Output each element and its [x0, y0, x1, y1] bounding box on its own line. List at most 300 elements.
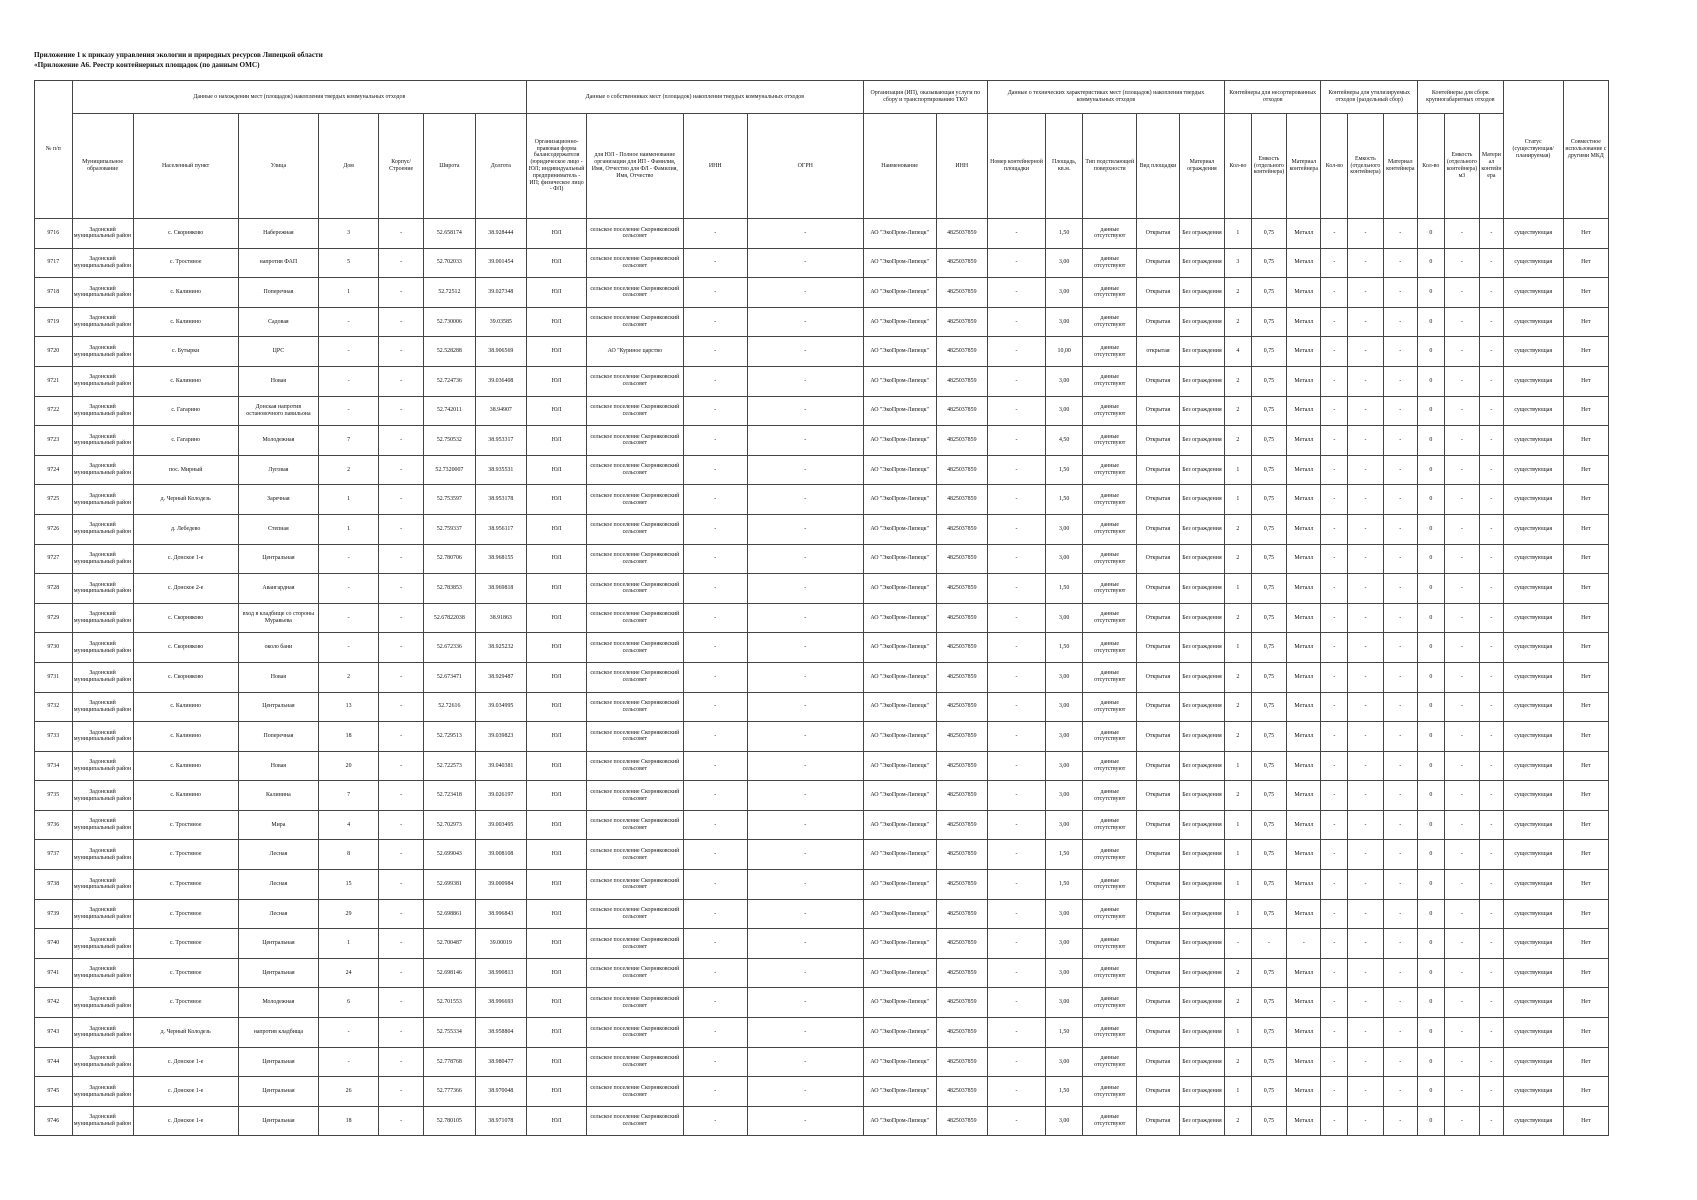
cell-org-inn: 4825037859: [936, 751, 987, 781]
cell-korpus: -: [379, 692, 424, 722]
cell-c1m: Металл: [1287, 840, 1321, 870]
cell-ogrn: -: [747, 544, 863, 574]
header-fence: Материал ограждения: [1179, 114, 1224, 219]
cell-lat: 52.780706: [424, 544, 475, 574]
cell-lat: 52.528288: [424, 337, 475, 367]
cell-surface: данные отсутствуют: [1083, 366, 1137, 396]
cell-c2m: -: [1383, 366, 1417, 396]
cell-house: -: [319, 307, 379, 337]
table-row: [35, 899, 1609, 929]
cell-fence: Без ограждения: [1179, 1018, 1224, 1048]
cell-n: 9731: [35, 662, 73, 692]
cell-shared: Нет: [1563, 485, 1608, 515]
cell-c3c: -: [1444, 337, 1479, 367]
cell-shared: Нет: [1563, 870, 1608, 900]
cell-org: АО "ЭкоПром-Липецк": [863, 1077, 936, 1107]
cell-shared: Нет: [1563, 722, 1608, 752]
cell-n: 9736: [35, 810, 73, 840]
cell-c3c: -: [1444, 396, 1479, 426]
cell-mo: Задонский муниципальный район: [72, 366, 133, 396]
cell-org-inn: 4825037859: [936, 574, 987, 604]
cell-pad: -: [988, 396, 1046, 426]
cell-n: 9721: [35, 366, 73, 396]
cell-c3m: -: [1480, 988, 1504, 1018]
cell-mo: Задонский муниципальный район: [72, 603, 133, 633]
cell-c2c: -: [1348, 396, 1383, 426]
cell-form: ЮЛ: [527, 544, 587, 574]
cell-ptype: Открытая: [1137, 455, 1180, 485]
cell-c3n: 0: [1417, 307, 1444, 337]
cell-c2m: -: [1383, 1077, 1417, 1107]
cell-surface: данные отсутствуют: [1083, 455, 1137, 485]
cell-c2m: -: [1383, 810, 1417, 840]
cell-org-inn: 4825037859: [936, 781, 987, 811]
cell-c1m: Металл: [1287, 307, 1321, 337]
cell-surface: данные отсутствуют: [1083, 574, 1137, 604]
cell-c1c: 0,75: [1251, 307, 1286, 337]
header-c1-cap: Емкость (отдельного контейнера): [1251, 114, 1286, 219]
cell-c1m: Металл: [1287, 1106, 1321, 1136]
cell-area: 3,00: [1045, 396, 1083, 426]
cell-inn: -: [683, 1106, 747, 1136]
cell-c3m: -: [1480, 278, 1504, 308]
cell-korpus: -: [379, 1047, 424, 1077]
cell-street: Центральная: [238, 1077, 318, 1107]
cell-fence: Без ограждения: [1179, 662, 1224, 692]
cell-c2n: -: [1321, 455, 1348, 485]
cell-c3c: -: [1444, 366, 1479, 396]
cell-street: Центральная: [238, 929, 318, 959]
cell-np: с. Калинино: [133, 278, 238, 308]
cell-lat: 52.723418: [424, 781, 475, 811]
cell-c1m: Металл: [1287, 988, 1321, 1018]
cell-pad: -: [988, 810, 1046, 840]
cell-house: 1: [319, 929, 379, 959]
cell-org: АО "ЭкоПром-Липецк": [863, 366, 936, 396]
cell-form: ЮЛ: [527, 307, 587, 337]
cell-owner: сельское поселение Скорняковский сельсовет: [587, 988, 683, 1018]
cell-shared: Нет: [1563, 988, 1608, 1018]
cell-owner: сельское поселение Скорняковский сельсовет: [587, 366, 683, 396]
cell-lat: 52.753597: [424, 485, 475, 515]
cell-status: существующая: [1503, 485, 1563, 515]
cell-n: 9740: [35, 929, 73, 959]
table-row: [35, 337, 1609, 367]
table-row: [35, 1106, 1609, 1136]
cell-c2c: -: [1348, 662, 1383, 692]
cell-ogrn: -: [747, 455, 863, 485]
cell-c3c: -: [1444, 455, 1479, 485]
cell-house: 8: [319, 840, 379, 870]
cell-surface: данные отсутствуют: [1083, 810, 1137, 840]
cell-c2c: -: [1348, 307, 1383, 337]
cell-form: ЮЛ: [527, 1047, 587, 1077]
cell-c1n: 1: [1224, 870, 1251, 900]
cell-pad: -: [988, 633, 1046, 663]
cell-area: 1,50: [1045, 485, 1083, 515]
cell-c2c: -: [1348, 988, 1383, 1018]
cell-c2c: -: [1348, 958, 1383, 988]
header-owner-name: для ЮЛ - Полное наименование организации для ИП - Фамилия, Имя, Отчество для ФЛ - Фамилия, Имя, Отчество: [587, 114, 683, 219]
cell-c2c: -: [1348, 899, 1383, 929]
cell-lon: 38.953317: [475, 426, 526, 456]
cell-inn: -: [683, 544, 747, 574]
cell-c3c: -: [1444, 810, 1479, 840]
cell-lon: 38.969818: [475, 574, 526, 604]
cell-mo: Задонский муниципальный район: [72, 219, 133, 249]
cell-org: АО "ЭкоПром-Липецк": [863, 337, 936, 367]
cell-c2n: -: [1321, 988, 1348, 1018]
cell-org: АО "ЭкоПром-Липецк": [863, 603, 936, 633]
cell-street: Центральная: [238, 692, 318, 722]
cell-c3c: -: [1444, 603, 1479, 633]
cell-c1n: 2: [1224, 692, 1251, 722]
cell-lat: 52.759337: [424, 514, 475, 544]
cell-form: ЮЛ: [527, 929, 587, 959]
cell-mo: Задонский муниципальный район: [72, 1047, 133, 1077]
cell-surface: данные отсутствуют: [1083, 1018, 1137, 1048]
cell-lon: 39.040381: [475, 751, 526, 781]
cell-c3m: -: [1480, 1018, 1504, 1048]
cell-pad: -: [988, 840, 1046, 870]
cell-c1n: 1: [1224, 751, 1251, 781]
cell-c2c: -: [1348, 751, 1383, 781]
cell-owner: сельское поселение Скорняковский сельсовет: [587, 633, 683, 663]
cell-c1m: Металл: [1287, 692, 1321, 722]
cell-surface: данные отсутствуют: [1083, 248, 1137, 278]
cell-org: АО "ЭкоПром-Липецк": [863, 988, 936, 1018]
cell-status: существующая: [1503, 307, 1563, 337]
cell-org-inn: 4825037859: [936, 662, 987, 692]
cell-c1c: 0,75: [1251, 840, 1286, 870]
cell-street: Заречная: [238, 485, 318, 515]
cell-c1n: 1: [1224, 899, 1251, 929]
cell-mo: Задонский муниципальный район: [72, 810, 133, 840]
cell-surface: данные отсутствуют: [1083, 722, 1137, 752]
cell-shared: Нет: [1563, 840, 1608, 870]
cell-ogrn: -: [747, 899, 863, 929]
cell-n: 9738: [35, 870, 73, 900]
cell-np: с. Гагарино: [133, 426, 238, 456]
cell-org-inn: 4825037859: [936, 544, 987, 574]
cell-c2m: -: [1383, 219, 1417, 249]
cell-c3m: -: [1480, 426, 1504, 456]
cell-pad: -: [988, 248, 1046, 278]
cell-korpus: -: [379, 337, 424, 367]
cell-org-inn: 4825037859: [936, 692, 987, 722]
cell-org: АО "ЭкоПром-Липецк": [863, 1018, 936, 1048]
cell-korpus: -: [379, 396, 424, 426]
cell-org-inn: 4825037859: [936, 337, 987, 367]
table-row: [35, 1018, 1609, 1048]
cell-n: 9730: [35, 633, 73, 663]
cell-c3m: -: [1480, 514, 1504, 544]
cell-ogrn: -: [747, 988, 863, 1018]
cell-ogrn: -: [747, 751, 863, 781]
cell-c3n: 0: [1417, 248, 1444, 278]
cell-np: д. Черный Колодезь: [133, 485, 238, 515]
cell-pad: -: [988, 692, 1046, 722]
cell-c2m: -: [1383, 396, 1417, 426]
cell-status: существующая: [1503, 722, 1563, 752]
cell-c2n: -: [1321, 840, 1348, 870]
cell-org: АО "ЭкоПром-Липецк": [863, 692, 936, 722]
cell-np: с. Гагарино: [133, 396, 238, 426]
cell-c2m: -: [1383, 603, 1417, 633]
header-lon: Долгота: [475, 114, 526, 219]
cell-c1c: -: [1251, 929, 1286, 959]
cell-ptype: Открытая: [1137, 1047, 1180, 1077]
cell-area: 1,50: [1045, 1077, 1083, 1107]
cell-lon: 39.00019: [475, 929, 526, 959]
cell-fence: Без ограждения: [1179, 722, 1224, 752]
cell-c1c: 0,75: [1251, 899, 1286, 929]
cell-c3n: 0: [1417, 1047, 1444, 1077]
cell-area: 3,00: [1045, 544, 1083, 574]
cell-np: с. Калинино: [133, 366, 238, 396]
header-group-tech: Данные о технических характеристиках мест (площадок) накопления твердых коммунальных отходов: [988, 81, 1225, 114]
cell-ogrn: -: [747, 781, 863, 811]
cell-owner: сельское поселение Скорняковский сельсовет: [587, 1047, 683, 1077]
cell-ogrn: -: [747, 337, 863, 367]
cell-ptype: Открытая: [1137, 1077, 1180, 1107]
document-title: [34, 50, 323, 70]
cell-c2n: -: [1321, 337, 1348, 367]
cell-fence: Без ограждения: [1179, 692, 1224, 722]
cell-c2n: -: [1321, 219, 1348, 249]
cell-ptype: Открытая: [1137, 307, 1180, 337]
cell-c3n: 0: [1417, 603, 1444, 633]
cell-korpus: -: [379, 899, 424, 929]
cell-c3c: -: [1444, 1106, 1479, 1136]
cell-np: с. Калинино: [133, 692, 238, 722]
cell-c1m: Металл: [1287, 899, 1321, 929]
cell-pad: -: [988, 426, 1046, 456]
cell-street: Луговая: [238, 455, 318, 485]
cell-owner: сельское поселение Скорняковский сельсовет: [587, 603, 683, 633]
table-body: [35, 219, 1609, 1136]
cell-c3c: -: [1444, 307, 1479, 337]
cell-inn: -: [683, 958, 747, 988]
cell-fence: Без ограждения: [1179, 988, 1224, 1018]
cell-pad: -: [988, 366, 1046, 396]
cell-pad: -: [988, 751, 1046, 781]
cell-owner: сельское поселение Скорняковский сельсовет: [587, 307, 683, 337]
cell-area: 3,00: [1045, 929, 1083, 959]
cell-ptype: Открытая: [1137, 929, 1180, 959]
cell-shared: Нет: [1563, 810, 1608, 840]
cell-korpus: -: [379, 958, 424, 988]
cell-korpus: -: [379, 1106, 424, 1136]
cell-c2c: -: [1348, 574, 1383, 604]
cell-pad: -: [988, 1106, 1046, 1136]
cell-house: -: [319, 1047, 379, 1077]
cell-np: с. Донское 1-е: [133, 544, 238, 574]
cell-korpus: -: [379, 603, 424, 633]
cell-surface: данные отсутствуют: [1083, 781, 1137, 811]
cell-n: 9744: [35, 1047, 73, 1077]
cell-c3c: -: [1444, 870, 1479, 900]
cell-area: 3,00: [1045, 248, 1083, 278]
cell-shared: Нет: [1563, 929, 1608, 959]
cell-surface: данные отсутствуют: [1083, 870, 1137, 900]
cell-owner: сельское поселение Скорняковский сельсовет: [587, 514, 683, 544]
cell-surface: данные отсутствуют: [1083, 603, 1137, 633]
cell-c1m: Металл: [1287, 544, 1321, 574]
cell-lat: 52.72512: [424, 278, 475, 308]
cell-c1c: 0,75: [1251, 870, 1286, 900]
cell-org: АО "ЭкоПром-Липецк": [863, 455, 936, 485]
cell-shared: Нет: [1563, 692, 1608, 722]
header-surface: Тип подстилающей поверхности: [1083, 114, 1137, 219]
cell-mo: Задонский муниципальный район: [72, 278, 133, 308]
cell-c1m: -: [1287, 929, 1321, 959]
cell-np: с. Донское 1-е: [133, 1106, 238, 1136]
cell-status: существующая: [1503, 810, 1563, 840]
cell-n: 9739: [35, 899, 73, 929]
cell-surface: данные отсутствуют: [1083, 514, 1137, 544]
cell-fence: Без ограждения: [1179, 366, 1224, 396]
cell-owner: сельское поселение Скорняковский сельсовет: [587, 899, 683, 929]
cell-c3n: 0: [1417, 219, 1444, 249]
cell-lon: 38.971078: [475, 1106, 526, 1136]
cell-korpus: -: [379, 219, 424, 249]
cell-c2m: -: [1383, 722, 1417, 752]
cell-fence: Без ограждения: [1179, 574, 1224, 604]
header-owner-inn: ИНН: [683, 114, 747, 219]
cell-form: ЮЛ: [527, 1106, 587, 1136]
cell-c3c: -: [1444, 544, 1479, 574]
header-group-owner: Данные о собственниках мест (площадок) накопления твердых коммунальных отходов: [527, 81, 864, 114]
cell-inn: -: [683, 1077, 747, 1107]
cell-c2c: -: [1348, 929, 1383, 959]
cell-form: ЮЛ: [527, 1077, 587, 1107]
cell-mo: Задонский муниципальный район: [72, 396, 133, 426]
cell-c3n: 0: [1417, 574, 1444, 604]
cell-c2m: -: [1383, 1047, 1417, 1077]
cell-c2m: -: [1383, 455, 1417, 485]
cell-form: ЮЛ: [527, 455, 587, 485]
cell-lon: 39.027348: [475, 278, 526, 308]
cell-lon: 38.980477: [475, 1047, 526, 1077]
cell-ogrn: -: [747, 633, 863, 663]
table-row: [35, 278, 1609, 308]
cell-c3c: -: [1444, 662, 1479, 692]
cell-c3m: -: [1480, 751, 1504, 781]
table-row: [35, 544, 1609, 574]
cell-lon: 39.034995: [475, 692, 526, 722]
cell-c3c: -: [1444, 574, 1479, 604]
cell-inn: -: [683, 633, 747, 663]
cell-ogrn: -: [747, 219, 863, 249]
cell-c1n: 2: [1224, 1047, 1251, 1077]
cell-inn: -: [683, 662, 747, 692]
cell-c1m: Металл: [1287, 396, 1321, 426]
cell-form: ЮЛ: [527, 692, 587, 722]
cell-form: ЮЛ: [527, 485, 587, 515]
cell-c3c: -: [1444, 278, 1479, 308]
cell-street: Степная: [238, 514, 318, 544]
cell-c3n: 0: [1417, 988, 1444, 1018]
cell-surface: данные отсутствуют: [1083, 929, 1137, 959]
cell-lon: 38.91863: [475, 603, 526, 633]
cell-mo: Задонский муниципальный район: [72, 1106, 133, 1136]
cell-surface: данные отсутствуют: [1083, 751, 1137, 781]
cell-ogrn: -: [747, 603, 863, 633]
cell-owner: сельское поселение Скорняковский сельсовет: [587, 840, 683, 870]
cell-area: 3,00: [1045, 1047, 1083, 1077]
table-row: [35, 692, 1609, 722]
cell-fence: Без ограждения: [1179, 455, 1224, 485]
cell-c1n: 2: [1224, 988, 1251, 1018]
cell-house: 6: [319, 988, 379, 1018]
table-row: [35, 929, 1609, 959]
cell-fence: Без ограждения: [1179, 781, 1224, 811]
cell-korpus: -: [379, 751, 424, 781]
cell-lat: 52.672336: [424, 633, 475, 663]
cell-status: существующая: [1503, 248, 1563, 278]
cell-n: 9746: [35, 1106, 73, 1136]
cell-org: АО "ЭкоПром-Липецк": [863, 485, 936, 515]
header-c3-mat: Материал контейнера: [1480, 114, 1504, 219]
cell-mo: Задонский муниципальный район: [72, 514, 133, 544]
cell-ogrn: -: [747, 396, 863, 426]
cell-c2n: -: [1321, 1077, 1348, 1107]
cell-c1n: -: [1224, 929, 1251, 959]
cell-n: 9745: [35, 1077, 73, 1107]
cell-c2m: -: [1383, 485, 1417, 515]
cell-n: 9717: [35, 248, 73, 278]
cell-c3c: -: [1444, 781, 1479, 811]
cell-org-inn: 4825037859: [936, 396, 987, 426]
cell-lat: 52.750532: [424, 426, 475, 456]
cell-c2m: -: [1383, 307, 1417, 337]
cell-fence: Без ограждения: [1179, 810, 1224, 840]
cell-org: АО "ЭкоПром-Липецк": [863, 544, 936, 574]
cell-mo: Задонский муниципальный район: [72, 426, 133, 456]
cell-c2m: -: [1383, 248, 1417, 278]
cell-area: 3,00: [1045, 1106, 1083, 1136]
cell-shared: Нет: [1563, 278, 1608, 308]
cell-c2m: -: [1383, 929, 1417, 959]
table-row: [35, 574, 1609, 604]
cell-street: Центральная: [238, 1047, 318, 1077]
cell-form: ЮЛ: [527, 988, 587, 1018]
cell-c3m: -: [1480, 1106, 1504, 1136]
cell-status: существующая: [1503, 1018, 1563, 1048]
cell-area: 1,50: [1045, 870, 1083, 900]
cell-c2m: -: [1383, 870, 1417, 900]
cell-lat: 52.698146: [424, 958, 475, 988]
cell-form: ЮЛ: [527, 781, 587, 811]
cell-status: существующая: [1503, 899, 1563, 929]
cell-ogrn: -: [747, 366, 863, 396]
cell-c2n: -: [1321, 662, 1348, 692]
header-c1-mat: Материал контейнера: [1287, 114, 1321, 219]
cell-c1c: 0,75: [1251, 426, 1286, 456]
cell-c3n: 0: [1417, 692, 1444, 722]
cell-house: 1: [319, 485, 379, 515]
table-row: [35, 485, 1609, 515]
cell-form: ЮЛ: [527, 899, 587, 929]
cell-org-inn: 4825037859: [936, 722, 987, 752]
cell-form: ЮЛ: [527, 603, 587, 633]
cell-status: существующая: [1503, 1077, 1563, 1107]
cell-lat: 52.783853: [424, 574, 475, 604]
cell-house: 18: [319, 722, 379, 752]
cell-n: 9719: [35, 307, 73, 337]
cell-c2n: -: [1321, 633, 1348, 663]
